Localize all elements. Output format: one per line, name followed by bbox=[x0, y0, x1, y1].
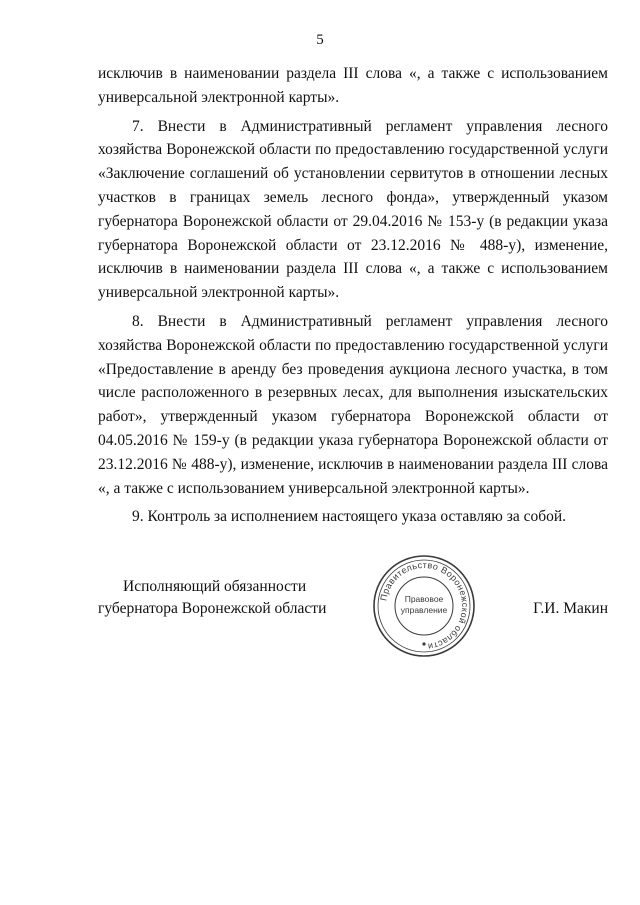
seal-center-text: управление bbox=[400, 605, 448, 615]
text-line: 9. Контроль за исполнением настоящего указа оставляю за собой. bbox=[132, 508, 567, 526]
text-line: универсальной электронной карты». bbox=[98, 284, 340, 302]
signatory-name: Г.И. Макин bbox=[533, 600, 608, 617]
paragraph-item-7 bbox=[98, 115, 608, 305]
signatory-title-line: губернатора Воронежской области bbox=[98, 600, 327, 617]
text-line: «, а также с использованием универсальной электронной карты». bbox=[98, 479, 530, 497]
text-line: исключив в наименовании раздела III слова «, а также с использованием bbox=[98, 65, 608, 82]
text-line: числе расположенного в резервных лесах, для выполнения изыскательских bbox=[98, 384, 608, 402]
text-line: 7. Внести в Административный регламент управления лесного bbox=[132, 117, 608, 135]
paragraph-continuation bbox=[98, 62, 608, 110]
paragraph-item-8 bbox=[98, 310, 608, 500]
text-line: 8. Внести в Административный регламент управления лесного bbox=[132, 312, 608, 330]
official-seal-stamp bbox=[370, 552, 478, 660]
text-line: хозяйства Воронежской области по предоставлению государственной услуги bbox=[98, 141, 608, 159]
seal-center-text: Правовое bbox=[404, 594, 444, 604]
text-line: хозяйства Воронежской области по предоставлению государственной услуги bbox=[98, 336, 608, 354]
signature-block bbox=[0, 576, 640, 656]
signatory-title-line: Исполняющий обязанности bbox=[123, 578, 307, 595]
text-line: 04.05.2016 № 159-у (в редакции указа губернатора Воронежской области от bbox=[98, 431, 608, 449]
text-line: «Заключение соглашений об установлении сервитутов в отношении лесных bbox=[98, 165, 608, 183]
text-line: работ», утвержденный указом губернатора Воронежской области от bbox=[98, 408, 608, 426]
text-line: «Предоставление в аренду без проведения аукциона лесного участка, в том bbox=[98, 360, 608, 378]
text-line: 23.12.2016 № 488-у), изменение, исключив в наименовании раздела III слова bbox=[98, 455, 608, 473]
seal-ring-text: Правительство Воронежской области bbox=[378, 559, 471, 652]
text-line: губернатора Воронежской области от 29.04.2016 № 153-у (в редакции указа bbox=[98, 212, 608, 230]
seal-dot bbox=[422, 642, 425, 645]
document-body bbox=[98, 62, 608, 529]
text-line: исключив в наименовании раздела III слова «, а также с использованием bbox=[98, 260, 608, 278]
text-line: губернатора Воронежской области от 23.12.2016 № 488-у), изменение, bbox=[98, 236, 608, 254]
page-number: 5 bbox=[316, 32, 324, 48]
text-line: участков в границах земель лесного фонда», утвержденный указом bbox=[98, 188, 608, 206]
paragraph-item-9 bbox=[98, 505, 608, 529]
text-line: универсальной электронной карты». bbox=[98, 88, 340, 106]
signatory-title bbox=[98, 576, 326, 620]
